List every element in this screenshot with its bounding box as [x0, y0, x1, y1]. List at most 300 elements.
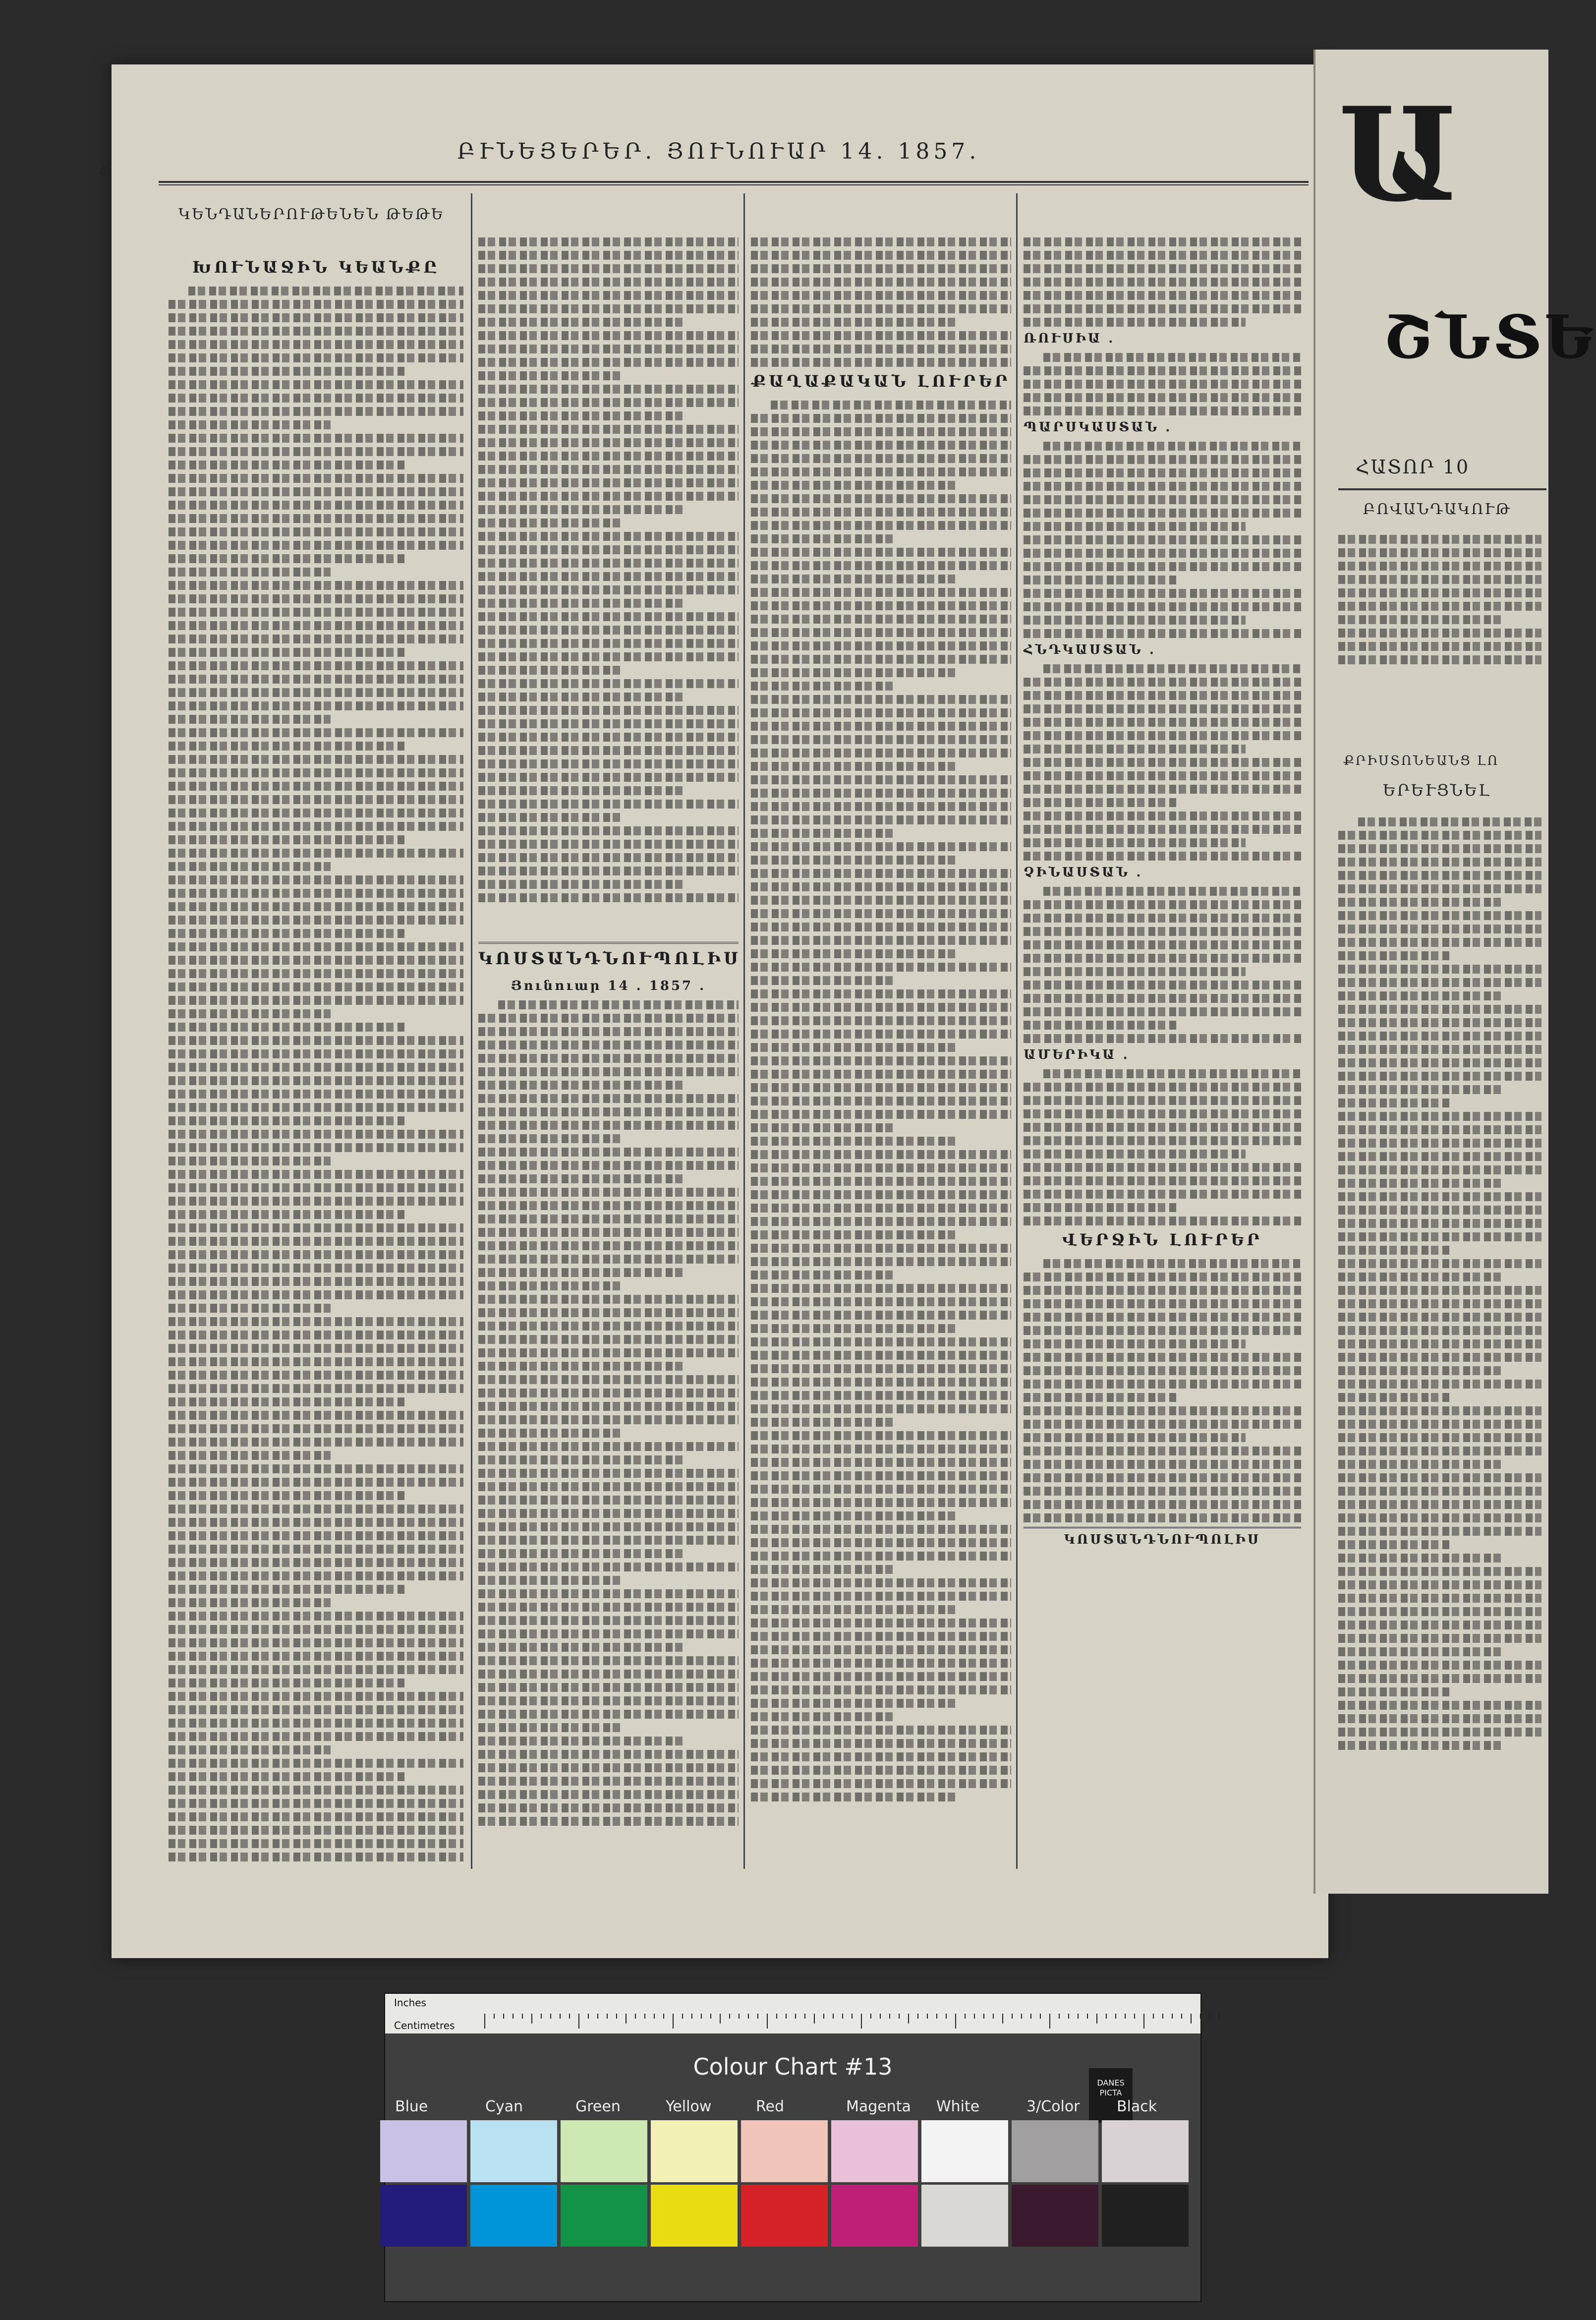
text-line: [751, 414, 1011, 423]
text-line: [1024, 731, 1301, 740]
ruler-tick: [880, 2014, 881, 2019]
text-line: [751, 641, 1011, 650]
text-line: [1024, 1096, 1301, 1105]
ruler-tick: [1191, 2014, 1192, 2024]
text-line: [1338, 1540, 1450, 1549]
text-line: [1024, 291, 1301, 300]
header-rule-thin: [159, 184, 1309, 185]
ruler-tick: [776, 2014, 777, 2019]
text-line: [169, 300, 463, 309]
text-line: [751, 1632, 1011, 1641]
text-line: [169, 1839, 463, 1848]
text-line: [751, 1230, 959, 1239]
text-line: [169, 969, 463, 978]
text-line: [478, 1563, 739, 1571]
text-line: [1338, 831, 1541, 840]
text-line: [1024, 1007, 1301, 1016]
text-line: [478, 1710, 739, 1719]
text-line: [1024, 1380, 1301, 1389]
text-line: [751, 775, 1011, 784]
text-line: [478, 853, 739, 862]
next-page-column: [1338, 813, 1541, 1854]
text-line: [478, 1522, 739, 1531]
ruler-tick: [588, 2014, 589, 2019]
text-line: [1024, 967, 1246, 976]
text-line: [169, 675, 463, 684]
text-line: [169, 1344, 463, 1353]
text-line: [1338, 1353, 1541, 1362]
ruler-tick: [578, 2014, 579, 2029]
text-line: [169, 755, 463, 764]
text-line: [1338, 1380, 1541, 1389]
text-line: [169, 608, 463, 617]
text-line: [478, 1322, 739, 1331]
text-line: [1024, 589, 1301, 598]
text-line: [1024, 576, 1176, 584]
text-line: [751, 1445, 1011, 1453]
text-line: [478, 1683, 739, 1692]
text-line: [169, 1063, 463, 1072]
swatch-light: [831, 2120, 918, 2182]
text-line: [498, 1000, 739, 1009]
text-line: [478, 251, 739, 260]
ruler-tick: [701, 2014, 702, 2019]
text-line: [1024, 704, 1301, 713]
text-line: [169, 313, 463, 322]
text-line: [169, 942, 463, 951]
swatch-light: [741, 2120, 828, 2182]
text-line: [751, 1030, 1011, 1039]
ruler-tick: [1087, 2014, 1088, 2019]
text-line: [478, 1067, 739, 1076]
text-line: [1338, 951, 1450, 960]
swatch-light: [561, 2120, 647, 2182]
text-line: [478, 693, 686, 701]
text-line: [1024, 785, 1301, 794]
text-line: [751, 976, 894, 985]
column-4-body: [1024, 353, 1301, 415]
text-line: [1024, 482, 1301, 491]
ruler-tick: [626, 2014, 627, 2024]
text-line: [478, 1308, 739, 1317]
text-line: [169, 1786, 463, 1795]
text-line: [751, 1645, 1011, 1654]
text-line: [751, 548, 1011, 557]
text-line: [751, 949, 959, 958]
text-line: [169, 1826, 463, 1835]
ruler-tick: [1068, 2014, 1069, 2019]
text-line: [169, 1438, 463, 1447]
text-line: [478, 759, 739, 768]
text-line: [169, 1585, 404, 1594]
text-line: [751, 1097, 1011, 1105]
text-line: [1338, 898, 1501, 907]
text-line: [1338, 1741, 1501, 1750]
swatch-label: 3/Color: [1026, 2098, 1080, 2115]
text-line: [169, 447, 463, 456]
text-line: [751, 1498, 1011, 1507]
text-line: [1338, 1500, 1541, 1509]
ruler-tick: [974, 2014, 975, 2019]
text-line: [169, 514, 463, 523]
text-line: [751, 923, 1011, 931]
text-line: [1338, 1567, 1541, 1576]
text-line: [1338, 615, 1501, 624]
ruler-tick: [597, 2014, 598, 2019]
text-line: [478, 1161, 739, 1170]
ruler-tick: [531, 2014, 532, 2024]
text-line: [751, 237, 1011, 246]
text-line: [751, 1137, 959, 1146]
column-2-title: ԿՈՍՏԱՆԴՆՈՒՊՈԼԻՍ: [478, 942, 739, 969]
column-4-section: ՀՆԴԿԱՍՏԱՆ .: [1024, 642, 1156, 657]
text-line: [169, 661, 463, 670]
text-line: [1338, 1366, 1501, 1375]
text-line: [169, 407, 463, 416]
text-line: [751, 1552, 1011, 1561]
text-line: [1024, 1286, 1301, 1295]
masthead-letter: Ա: [1338, 79, 1460, 231]
column-4-title: ՎԵՐՋԻՆ ԼՈՒՐԵՐ: [1062, 1230, 1263, 1249]
ruler-tick: [899, 2014, 900, 2019]
text-line: [751, 909, 1011, 918]
column-4-section: ՌՈՒՍԻԱ .: [1024, 331, 1115, 346]
text-line: [1338, 1674, 1541, 1683]
ruler-tick: [823, 2014, 824, 2019]
text-line: [478, 1696, 739, 1705]
text-line: [1338, 1647, 1501, 1656]
text-line: [478, 1750, 739, 1759]
text-line: [1024, 1339, 1246, 1348]
text-line: [751, 936, 1011, 945]
text-line: [1024, 1190, 1301, 1199]
swatch-light: [1012, 2120, 1098, 2182]
ruler-tick: [955, 2014, 956, 2029]
text-line: [1024, 1203, 1176, 1212]
ruler-tick: [927, 2014, 928, 2019]
text-line: [478, 1670, 739, 1679]
text-line: [169, 902, 463, 911]
text-line: [751, 1779, 1011, 1788]
text-line: [478, 559, 739, 568]
text-line: [771, 401, 1011, 409]
text-line: [751, 655, 1011, 664]
text-line: [478, 1536, 739, 1545]
text-line: [478, 1188, 739, 1197]
text-line: [751, 963, 1011, 972]
text-line: [478, 505, 686, 514]
text-line: [1338, 1634, 1541, 1643]
text-line: [1338, 1219, 1541, 1228]
ruler-tick: [1181, 2014, 1182, 2019]
text-line: [478, 1027, 739, 1036]
ruler-tick: [644, 2014, 645, 2019]
text-line: [478, 1281, 622, 1290]
text-line: [478, 840, 739, 849]
text-line: [478, 1402, 739, 1411]
text-line: [478, 278, 739, 287]
text-line: [1338, 1527, 1541, 1536]
text-line: [478, 1054, 739, 1063]
text-line: [169, 1130, 463, 1139]
text-line: [751, 264, 1011, 273]
column-3-title: ՔԱՂԱՔԱԿԱՆ ԼՈՒՐԵՐ: [751, 372, 1011, 391]
ruler-tick: [993, 2014, 994, 2019]
swatch-label: Red: [756, 2098, 784, 2115]
text-line: [169, 1665, 463, 1674]
text-line: [169, 1371, 463, 1380]
text-line: [751, 1485, 1011, 1494]
text-line: [478, 1643, 686, 1652]
text-line: [1338, 1246, 1450, 1255]
text-line: [1338, 1058, 1541, 1067]
text-line: [1338, 1714, 1541, 1723]
text-line: [169, 394, 463, 403]
text-line: [1338, 1005, 1541, 1014]
ruler-tick: [842, 2014, 843, 2019]
text-line: [478, 1549, 686, 1558]
text-line: [751, 278, 1011, 287]
text-line: [169, 1090, 463, 1099]
text-line: [169, 742, 404, 751]
text-line: [169, 1625, 463, 1634]
text-line: [1338, 575, 1541, 584]
text-line: [478, 1415, 739, 1424]
text-line: [751, 318, 959, 327]
text-line: [169, 1304, 331, 1313]
next-page-section: ՔՐԻՍՏՈՆԵԱՆՑ ԼՈ: [1343, 754, 1499, 768]
text-line: [169, 956, 463, 965]
text-line: [169, 701, 463, 710]
text-line: [1024, 304, 1301, 313]
text-line: [169, 1290, 463, 1299]
text-line: [751, 1043, 959, 1052]
text-line: [169, 1812, 463, 1821]
text-line: [169, 434, 463, 443]
text-line: [169, 875, 463, 884]
text-line: [751, 427, 1011, 436]
text-line: [751, 358, 1011, 367]
text-line: [1024, 1460, 1301, 1469]
text-line: [169, 1397, 404, 1406]
ruler-tick: [983, 2014, 984, 2019]
text-line: [169, 340, 463, 349]
text-line: [478, 519, 622, 527]
colour-chart: [384, 1993, 1201, 2302]
text-line: [751, 1297, 1011, 1306]
text-line: [1338, 1621, 1541, 1629]
text-line: [1338, 1099, 1450, 1107]
text-line: [169, 380, 463, 389]
text-line: [169, 527, 463, 536]
text-line: [1338, 1165, 1541, 1174]
text-line: [1338, 991, 1501, 1000]
column-3-body: [751, 401, 1011, 1801]
text-line: [751, 1565, 894, 1574]
ruler-tick: [936, 2014, 937, 2019]
ruler-tick: [1209, 2014, 1210, 2019]
text-line: [751, 1404, 1011, 1413]
column-2-body-top: [478, 237, 739, 902]
next-page-column-body: [1338, 817, 1541, 1750]
text-line: [1024, 278, 1301, 287]
ruler-tick: [1153, 2014, 1154, 2019]
text-line: [1024, 616, 1246, 625]
text-line: [169, 862, 331, 871]
ruler-tick: [1012, 2014, 1013, 2019]
text-line: [478, 1255, 739, 1264]
text-line: [478, 1442, 739, 1451]
text-line: [478, 385, 739, 394]
text-line: [478, 1763, 739, 1772]
text-line: [1338, 965, 1541, 974]
text-line: [169, 1103, 463, 1112]
text-line: [751, 882, 1011, 891]
text-line: [478, 1174, 686, 1183]
text-line: [751, 735, 1011, 744]
text-line: [478, 532, 739, 541]
text-line: [1024, 954, 1301, 963]
text-line: [169, 353, 463, 362]
text-line: [478, 1121, 739, 1130]
text-line: [169, 849, 463, 858]
text-line: [478, 1737, 686, 1745]
column-4-body: [1024, 664, 1301, 861]
text-line: [751, 1083, 1011, 1092]
text-line: [1338, 1152, 1541, 1161]
ruler-tick: [550, 2014, 551, 2019]
text-line: [751, 1337, 1011, 1346]
column-2-bottom: [478, 937, 739, 1869]
text-line: [751, 856, 959, 865]
text-line: [169, 715, 331, 724]
text-line: [478, 1295, 739, 1304]
text-line: [751, 1592, 1011, 1601]
text-line: [1024, 535, 1301, 544]
ruler-tick: [965, 2014, 966, 2019]
text-line: [1338, 911, 1541, 920]
text-line: [751, 1752, 1011, 1761]
text-line: [1338, 844, 1541, 853]
text-line: [169, 996, 463, 1005]
masthead-word: ՇՆՏԵ: [1383, 302, 1596, 372]
text-line: [751, 1257, 1011, 1266]
text-line: [478, 733, 739, 742]
text-line: [1338, 1326, 1541, 1335]
text-line: [478, 331, 739, 340]
column-2-subtitle: Յունուար 14 . 1857 .: [511, 979, 706, 993]
text-line: [751, 1525, 1011, 1534]
text-line: [478, 1107, 739, 1116]
swatch-dark: [1012, 2185, 1098, 2247]
text-line: [169, 1518, 463, 1527]
text-line: [478, 1268, 686, 1277]
text-line: [1338, 629, 1541, 638]
ruler-tick: [889, 2014, 890, 2019]
text-line: [751, 1056, 1011, 1065]
text-line: [1338, 1393, 1450, 1402]
text-line: [1338, 1192, 1541, 1201]
text-line: [169, 581, 463, 590]
text-line: [1338, 1513, 1541, 1522]
text-line: [751, 331, 1011, 340]
text-line: [478, 371, 622, 380]
ruler-tick: [673, 2014, 674, 2029]
text-line: [751, 1110, 1011, 1119]
text-line: [1338, 1687, 1450, 1696]
swatch-label: Green: [575, 2098, 621, 2115]
text-line: [169, 648, 404, 657]
text-line: [751, 789, 1011, 798]
text-line: [1338, 1313, 1541, 1322]
text-line: [751, 1190, 1011, 1199]
text-line: [169, 1237, 463, 1246]
text-line: [1338, 1701, 1541, 1710]
column-4-section: ՉԻՆԱՍՏԱՆ .: [1024, 865, 1143, 880]
text-line: [478, 1081, 686, 1090]
issue-label: ՀԱՏՈՐ 10: [1356, 456, 1470, 478]
text-line: [1338, 562, 1541, 571]
text-line: [1024, 994, 1301, 1003]
text-line: [478, 572, 739, 581]
text-line: [169, 822, 463, 831]
swatch-label: Cyan: [485, 2098, 523, 2115]
text-line: [1024, 1021, 1176, 1030]
text-line: [169, 501, 463, 510]
text-line: [751, 1177, 1011, 1186]
text-line: [478, 786, 686, 795]
text-line: [478, 1014, 739, 1023]
text-line: [1024, 509, 1301, 518]
text-line: [478, 1603, 739, 1612]
text-line: [478, 264, 739, 273]
swatch-dark: [921, 2185, 1008, 2247]
text-line: [169, 474, 463, 483]
text-line: [169, 1076, 463, 1085]
ruler-tick: [682, 2014, 683, 2019]
text-line: [1024, 914, 1301, 923]
text-line: [1024, 318, 1246, 327]
text-line: [751, 588, 1011, 597]
ruler-tick: [1162, 2014, 1163, 2019]
text-line: [478, 880, 686, 889]
text-line: [478, 465, 739, 474]
text-line: [1338, 1072, 1541, 1081]
next-page-toc: [1338, 530, 1541, 719]
text-line: [478, 1335, 739, 1344]
text-line: [478, 1389, 739, 1397]
ruler-tick: [1030, 2014, 1031, 2019]
text-line: [751, 1431, 1011, 1440]
swatch-dark: [741, 2185, 828, 2247]
text-line: [751, 1391, 1011, 1400]
ruler-tick: [870, 2014, 871, 2019]
text-line: [751, 601, 1011, 610]
text-line: [169, 1558, 463, 1567]
ruler-tick: [663, 2014, 664, 2019]
ruler-tick: [861, 2014, 862, 2029]
text-line: [1024, 495, 1301, 504]
text-line: [478, 492, 739, 501]
text-line: [478, 1803, 739, 1812]
text-line: [478, 1429, 622, 1438]
ruler-tick: [908, 2014, 909, 2024]
text-line: [1338, 1487, 1541, 1496]
text-line: [169, 1264, 463, 1273]
text-line: [478, 612, 739, 621]
text-line: [169, 983, 463, 991]
text-line: [751, 1271, 894, 1279]
